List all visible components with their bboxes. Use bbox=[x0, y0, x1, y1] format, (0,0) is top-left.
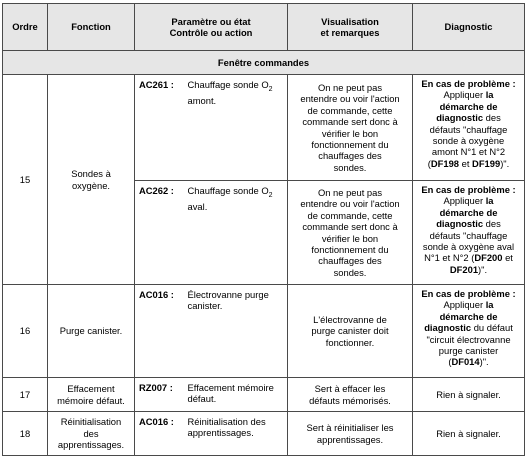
parameter-code: AC016 : bbox=[135, 412, 186, 456]
fonction-cell: Réinitialisation des apprentissages. bbox=[48, 412, 135, 456]
visualisation-cell: L'électrovanne de purge canister doit fonctionner. bbox=[288, 285, 413, 378]
fonction-cell: Sondes à oxygène. bbox=[48, 75, 135, 285]
header-fonction: Fonction bbox=[48, 4, 135, 51]
diagnostic-table bbox=[2, 3, 525, 456]
header-diagnostic: Diagnostic bbox=[413, 4, 525, 51]
ordre-cell: 16 bbox=[3, 285, 48, 378]
ordre-cell: 18 bbox=[3, 412, 48, 456]
section-title: Fenêtre commandes bbox=[3, 51, 525, 75]
table-row bbox=[3, 412, 525, 456]
diagnostic-cell: Rien à signaler. bbox=[413, 378, 525, 412]
header-parametre: Paramètre ou état Contrôle ou action bbox=[135, 4, 288, 51]
header-visualisation: Visualisation et remarques bbox=[288, 4, 413, 51]
fonction-cell: Effacement mémoire défaut. bbox=[48, 378, 135, 412]
parameter-code: RZ007 : bbox=[135, 378, 186, 412]
table-row bbox=[3, 285, 525, 378]
fonction-cell: Purge canister. bbox=[48, 285, 135, 378]
diagnostic-cell: Rien à signaler. bbox=[413, 412, 525, 456]
ordre-cell: 15 bbox=[3, 75, 48, 285]
parameter-label: Réinitialisation des apprentissages. bbox=[186, 412, 288, 456]
parameter-code: AC261 : bbox=[135, 75, 186, 181]
ordre-cell: 17 bbox=[3, 378, 48, 412]
visualisation-cell: On ne peut pas entendre ou voir l'action de commande, cette commande sert donc à vérifier le bon fonctionnement du chauffages des sondes. bbox=[288, 75, 413, 181]
parameter-label: Effacement mémoire défaut. bbox=[186, 378, 288, 412]
header-ordre: Ordre bbox=[3, 4, 48, 51]
parameter-code: AC262 : bbox=[135, 181, 186, 285]
parameter-label: Chauffage sonde $O_2$ amont. bbox=[186, 75, 288, 181]
table-row bbox=[3, 378, 525, 412]
diagnostic-cell: En cas de problème : Appliquer la démarche de diagnostic du défaut "circuit électrovanne purge canister (DF014)". bbox=[413, 285, 525, 378]
parameter-label: Électrovanne purge canister. bbox=[186, 285, 288, 378]
visualisation-cell: Sert à effacer les défauts mémorisés. bbox=[288, 378, 413, 412]
diagnostic-cell: En cas de problème : Appliquer la démarche de diagnostic des défauts "chauffage sonde à oxygène aval N°1 et N°2 (DF200 et DF201)". bbox=[413, 181, 525, 285]
parameter-label: Chauffage sonde $O_2$ aval. bbox=[186, 181, 288, 285]
visualisation-cell: Sert à réinitialiser les apprentissages. bbox=[288, 412, 413, 456]
diagnostic-cell: En cas de problème : Appliquer la démarche de diagnostic des défauts "chauffage sonde à oxygène amont N°1 et N°2 (DF198 et DF199)". bbox=[413, 75, 525, 181]
parameter-code: AC016 : bbox=[135, 285, 186, 378]
table-row bbox=[3, 75, 525, 181]
header-row bbox=[3, 4, 525, 51]
visualisation-cell: On ne peut pas entendre ou voir l'action de commande, cette commande sert donc à vérifier le bon fonctionnement du chauffages des sondes. bbox=[288, 181, 413, 285]
